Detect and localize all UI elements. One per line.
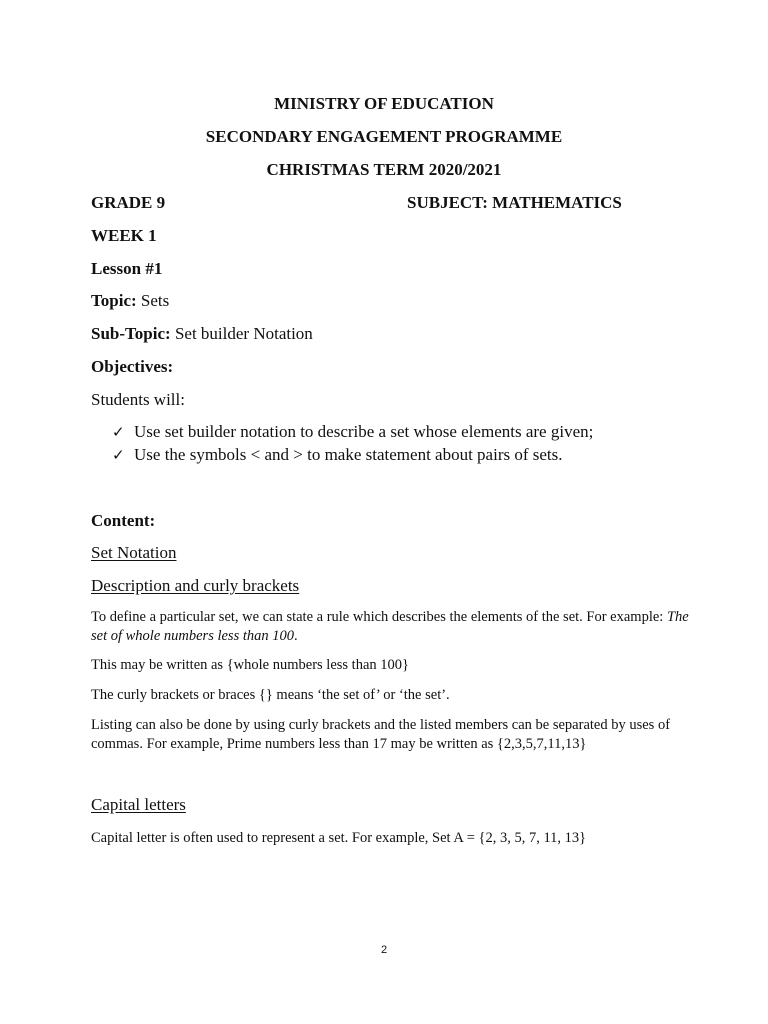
checkmark-icon: ✓ [112, 446, 125, 464]
topic-label: Topic: [91, 291, 137, 310]
objective-text: Use the symbols < and > to make statement about pairs of sets. [134, 445, 563, 464]
topic-value: Sets [136, 291, 170, 310]
lesson-label: Lesson #1 [91, 259, 163, 278]
objective-text: Use set builder notation to describe a set whose elements are given; [134, 422, 594, 441]
programme-title: SECONDARY ENGAGEMENT PROGRAMME [205, 127, 563, 146]
paragraph-rule-example: The set of whole numbers less than 100 [91, 609, 689, 644]
capital-letters-heading: Capital letters [91, 795, 186, 814]
subtopic-line [91, 324, 313, 344]
subject-label: SUBJECT: MATHEMATICS [407, 193, 622, 212]
paragraph-rule-end: . [294, 628, 298, 644]
set-notation-heading: Set Notation [91, 543, 177, 562]
page-number: 2 [380, 944, 388, 956]
objective-item [112, 445, 563, 465]
paragraph-capital: Capital letter is often used to represent a set. For example, Set A = {2, 3, 5, 7, 11, 13} [91, 830, 587, 846]
paragraph-rule [91, 608, 691, 646]
objective-item [112, 422, 593, 442]
grade-label: GRADE 9 [91, 193, 166, 212]
subtopic-value: Set builder Notation [170, 324, 313, 343]
topic-line [91, 291, 169, 311]
subtopic-label: Sub-Topic: [91, 324, 171, 343]
paragraph-listing: Listing can also be done by using curly brackets and the listed members can be separated by uses of commas. For example, Prime numbers less than 17 may be written as {2,3,5,7,11,13} [91, 717, 671, 752]
paragraph-written: This may be written as {whole numbers less than 100} [91, 657, 409, 673]
term-title: CHRISTMAS TERM 2020/2021 [266, 160, 502, 179]
content-label: Content: [91, 511, 156, 530]
paragraph-rule-text: To define a particular set, we can state a rule which describes the elements of the set. For example: [91, 609, 667, 625]
checkmark-icon: ✓ [112, 423, 125, 441]
students-will-text: Students will: [91, 390, 185, 409]
description-heading: Description and curly brackets [91, 576, 300, 595]
ministry-title: MINISTRY OF EDUCATION [274, 94, 494, 113]
objectives-label: Objectives: [91, 357, 174, 376]
week-label: WEEK 1 [91, 226, 157, 245]
paragraph-braces: The curly brackets or braces {} means ‘the set of’ or ‘the set’. [91, 687, 450, 703]
